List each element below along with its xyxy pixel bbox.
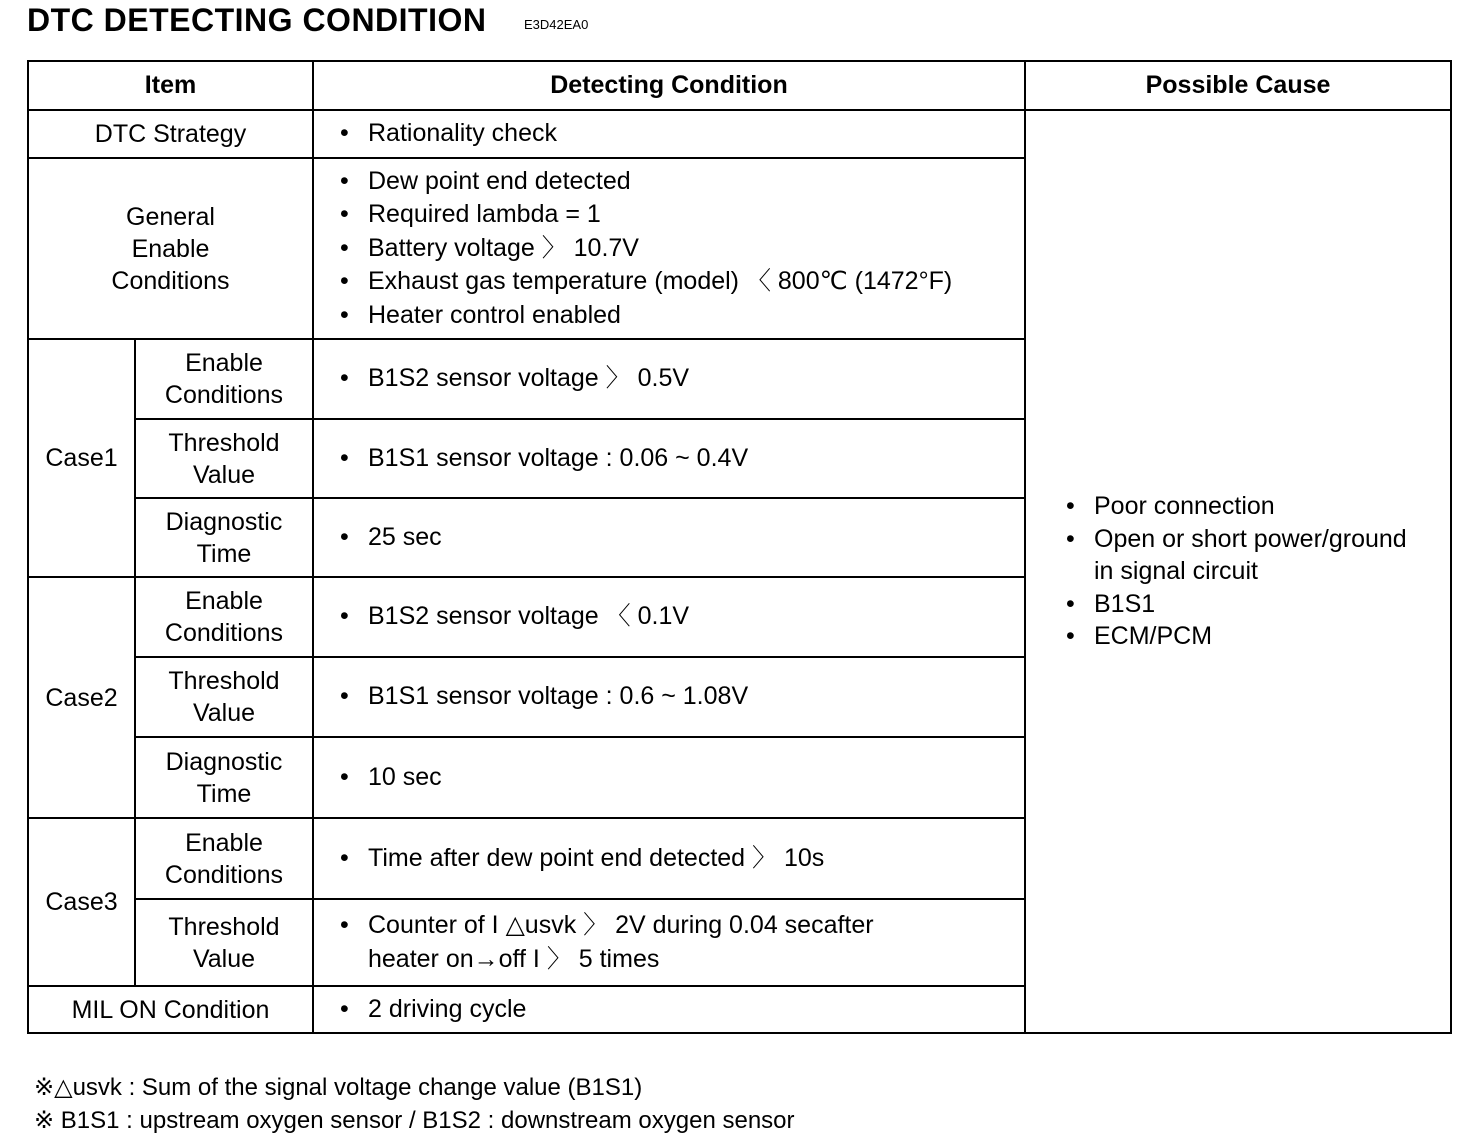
table-row [28, 110, 1451, 158]
list-item: • Heater control enabled [338, 299, 1024, 333]
label-line: Value [192, 460, 256, 489]
label-line: Time [196, 779, 252, 808]
label-line: Diagnostic [165, 747, 283, 776]
label-line: Value [192, 699, 256, 727]
condition-value [313, 498, 1025, 577]
label-line: Enable [131, 234, 210, 263]
case2-label: Case2 [28, 577, 135, 818]
list-item: • Exhaust gas temperature (model) 〈 800℃ (1472°F) [338, 265, 1024, 299]
mil-on-value [313, 986, 1025, 1033]
header-possible-cause: Possible Cause [1025, 61, 1451, 110]
label-line: Enable [185, 828, 263, 857]
list-item [338, 909, 1024, 976]
list-item: • 2 driving cycle [338, 993, 1024, 1027]
list-item: • B1S1 sensor voltage : 0.06 ~ 0.4V [338, 442, 1024, 476]
general-enable-value [313, 158, 1025, 339]
list-item [1064, 523, 1450, 588]
sub-label [135, 419, 313, 498]
page-title: DTC DETECTING CONDITION [27, 2, 487, 38]
list-item: • B1S1 [1064, 588, 1450, 621]
sub-label [135, 577, 313, 657]
label-line: Threshold [168, 667, 280, 695]
general-enable-label [28, 158, 313, 339]
label-line: Enable [185, 349, 263, 377]
cause-line: Open or short power/ground [1094, 524, 1407, 553]
header-detecting-condition: Detecting Condition [313, 61, 1025, 110]
dtc-strategy-label: DTC Strategy [28, 110, 313, 158]
label-line: Value [192, 944, 256, 973]
dtc-strategy-value [313, 110, 1025, 158]
condition-value [313, 419, 1025, 498]
list-item: • 10 sec [338, 761, 1024, 795]
table-header-row [28, 61, 1451, 110]
label-line: Conditions [164, 619, 284, 647]
sub-label [135, 498, 313, 577]
value-line: heater on→off I 〉 5 times [368, 944, 660, 973]
document-code: E3D42EA0 [524, 17, 589, 32]
sub-label [135, 899, 313, 986]
sub-label [135, 657, 313, 737]
value-line: Counter of I △usvk 〉 2V during 0.04 secafter [368, 911, 874, 939]
list-item: • 25 sec [338, 521, 1024, 555]
condition-value [313, 577, 1025, 657]
label-line: Enable [185, 587, 263, 615]
sub-label [135, 818, 313, 899]
cause-line: in signal circuit [1094, 557, 1258, 586]
list-item: • Required lambda = 1 [338, 198, 1024, 232]
label-line: Conditions [111, 266, 230, 295]
footnote: ※ B1S1 : upstream oxygen sensor / B1S2 : downstream oxygen sensor [34, 1107, 795, 1134]
list-item: • Battery voltage 〉 10.7V [338, 232, 1024, 266]
sub-label [135, 737, 313, 818]
condition-value [313, 339, 1025, 419]
label-line: Threshold [168, 912, 280, 941]
footnotes [34, 1071, 795, 1137]
label-line: Conditions [164, 381, 284, 409]
list-item: • B1S1 sensor voltage : 0.6 ~ 1.08V [338, 680, 1024, 714]
list-item: • Rationality check [338, 117, 1024, 151]
label-line: General [126, 202, 215, 231]
dtc-condition-table [27, 60, 1452, 1034]
footnote: ※△usvk : Sum of the signal voltage change value (B1S1) [34, 1074, 643, 1101]
sub-label [135, 339, 313, 419]
list-item: • B1S2 sensor voltage 〉 0.5V [338, 362, 1024, 396]
possible-cause-cell [1025, 110, 1451, 1033]
label-line: Threshold [168, 428, 280, 457]
condition-value [313, 737, 1025, 818]
list-item: • Dew point end detected [338, 165, 1024, 199]
condition-value [313, 818, 1025, 899]
header-item: Item [28, 61, 313, 110]
label-line: Diagnostic [165, 507, 283, 536]
condition-value [313, 899, 1025, 986]
mil-on-label: MIL ON Condition [28, 986, 313, 1033]
label-line: Time [196, 539, 252, 568]
list-item: • ECM/PCM [1064, 620, 1450, 653]
list-item: • B1S2 sensor voltage 〈 0.1V [338, 600, 1024, 634]
condition-value [313, 657, 1025, 737]
list-item: • Time after dew point end detected 〉 10s [338, 842, 1024, 876]
list-item: • Poor connection [1064, 490, 1450, 523]
case3-label: Case3 [28, 818, 135, 986]
case1-label: Case1 [28, 339, 135, 577]
label-line: Conditions [164, 860, 284, 889]
